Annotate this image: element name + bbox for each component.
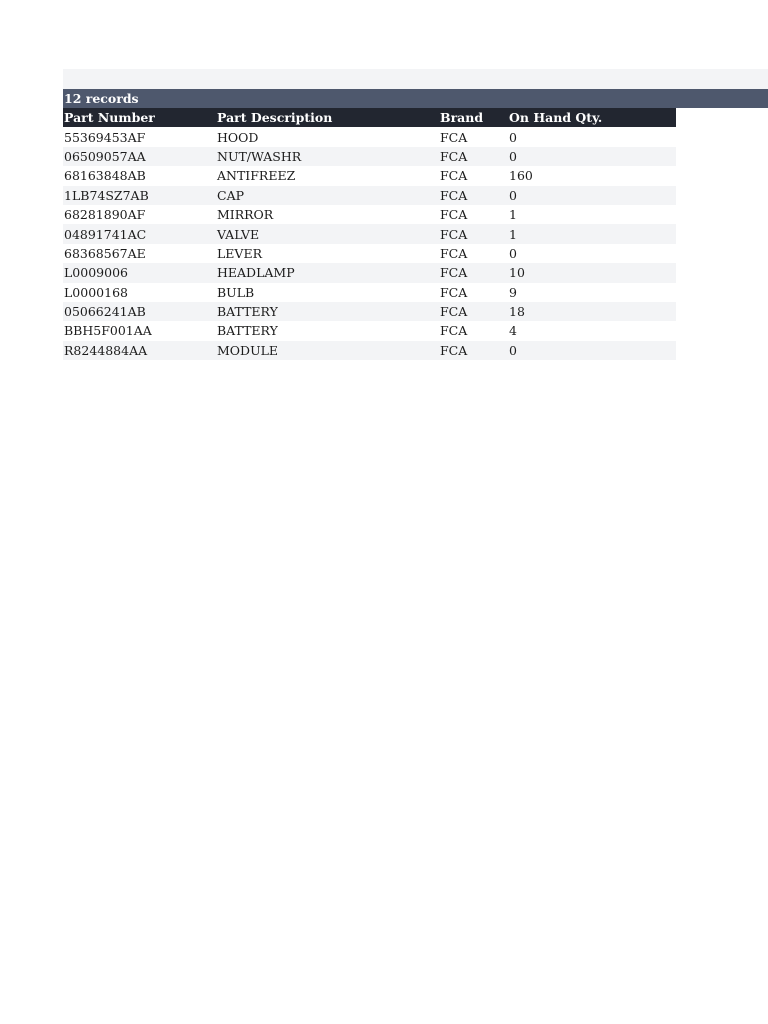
on-hand-qty-cell: 0 xyxy=(508,341,676,360)
table-row[interactable] xyxy=(63,302,676,321)
part-description-cell: MIRROR xyxy=(217,207,274,223)
table-row[interactable] xyxy=(63,186,676,205)
table-row[interactable] xyxy=(63,166,676,185)
part-number-cell: 68281890AF xyxy=(64,207,146,223)
table-row[interactable] xyxy=(63,147,676,166)
on-hand-qty-cell: 160 xyxy=(509,168,533,184)
brand-cell: FCA xyxy=(440,323,468,339)
table-row[interactable] xyxy=(63,244,676,263)
part-description-cell: VALVE xyxy=(216,224,439,243)
on-hand-qty-cell: 18 xyxy=(508,302,676,321)
part-number-cell: 06509057AA xyxy=(63,147,216,166)
column-header-part-description[interactable]: Part Description xyxy=(216,108,439,127)
table-row[interactable] xyxy=(63,321,676,340)
part-number-cell: 05066241AB xyxy=(63,302,216,321)
part-number-cell: L0000168 xyxy=(64,284,128,300)
part-description-cell: MODULE xyxy=(216,341,439,360)
part-description-cell: BULB xyxy=(217,284,255,300)
on-hand-qty-cell: 0 xyxy=(509,129,517,145)
brand-cell: FCA xyxy=(439,341,508,360)
brand-cell: FCA xyxy=(439,263,508,282)
part-number-cell: 04891741AC xyxy=(63,224,216,243)
brand-cell: FCA xyxy=(439,302,508,321)
brand-cell: FCA xyxy=(439,224,508,243)
column-header-on-hand-qty[interactable]: On Hand Qty. xyxy=(508,108,676,127)
part-number-cell: BBH5F001AA xyxy=(64,323,152,339)
table-header-row xyxy=(63,108,676,127)
brand-cell: FCA xyxy=(439,186,508,205)
brand-cell: FCA xyxy=(440,284,468,300)
on-hand-qty-cell: 1 xyxy=(508,224,676,243)
on-hand-qty-cell: 0 xyxy=(508,186,676,205)
brand-cell: FCA xyxy=(440,207,468,223)
parts-table xyxy=(63,108,676,360)
on-hand-qty-cell: 0 xyxy=(509,245,517,261)
table-row[interactable] xyxy=(63,341,676,360)
part-description-cell: BATTERY xyxy=(217,323,278,339)
part-description-cell: HOOD xyxy=(217,129,259,145)
table-row[interactable] xyxy=(63,283,676,302)
record-count: 12 records xyxy=(64,91,139,106)
table-row[interactable] xyxy=(63,224,676,243)
on-hand-qty-cell: 0 xyxy=(508,147,676,166)
part-description-cell: BATTERY xyxy=(216,302,439,321)
part-description-cell: CAP xyxy=(216,186,439,205)
on-hand-qty-cell: 9 xyxy=(509,284,517,300)
on-hand-qty-cell: 10 xyxy=(508,263,676,282)
record-count-bar xyxy=(63,89,768,108)
part-description-cell: NUT/WASHR xyxy=(216,147,439,166)
brand-cell: FCA xyxy=(440,245,468,261)
brand-cell: FCA xyxy=(439,147,508,166)
table-row[interactable] xyxy=(63,127,676,146)
table-row[interactable] xyxy=(63,263,676,282)
report-top-band xyxy=(63,69,768,89)
table-row[interactable] xyxy=(63,205,676,224)
brand-cell: FCA xyxy=(440,129,468,145)
part-number-cell: 55369453AF xyxy=(64,129,146,145)
part-number-cell: L0009006 xyxy=(63,263,216,282)
part-number-cell: 68163848AB xyxy=(64,168,146,184)
part-number-cell: R8244884AA xyxy=(63,341,216,360)
brand-cell: FCA xyxy=(440,168,468,184)
part-description-cell: LEVER xyxy=(217,245,262,261)
on-hand-qty-cell: 1 xyxy=(509,207,517,223)
parts-table-body xyxy=(63,127,676,360)
part-description-cell: HEADLAMP xyxy=(216,263,439,282)
part-description-cell: ANTIFREEZ xyxy=(217,168,296,184)
column-header-part-number[interactable]: Part Number xyxy=(63,108,216,127)
part-number-cell: 68368567AE xyxy=(64,245,146,261)
column-header-brand[interactable]: Brand xyxy=(439,108,508,127)
part-number-cell: 1LB74SZ7AB xyxy=(63,186,216,205)
on-hand-qty-cell: 4 xyxy=(509,323,517,339)
